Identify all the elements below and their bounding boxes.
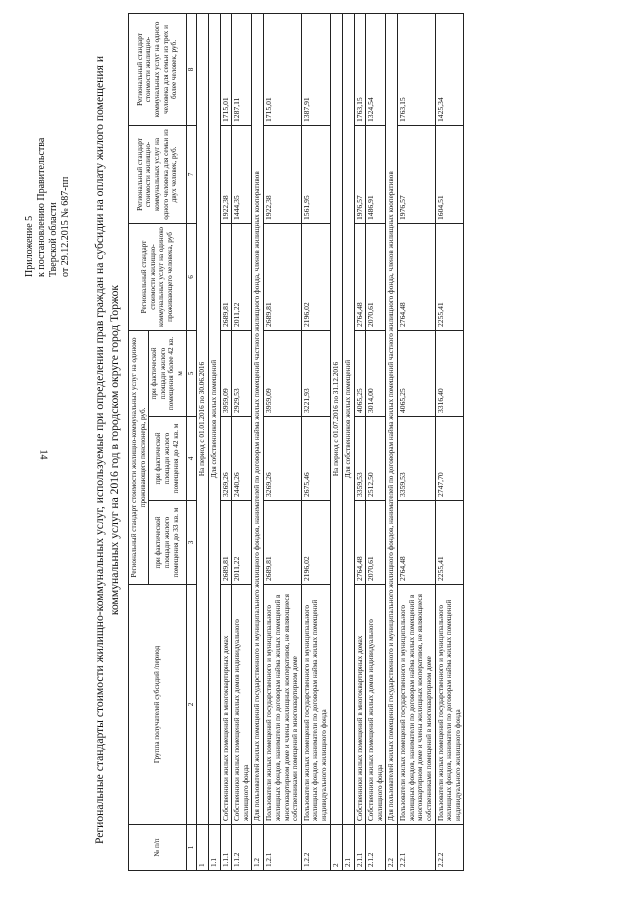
- value-cell: 3221,93: [301, 330, 330, 416]
- value-cell: 3959,09: [220, 330, 232, 416]
- header-area-33: при фактической площади жилого помещения до 33 кв. м: [149, 501, 186, 585]
- appendix-line: Приложение 5: [24, 215, 35, 277]
- row-number: 1.1.1: [220, 825, 232, 871]
- column-index-cell: 4: [186, 417, 196, 501]
- column-index-cell: 3: [186, 501, 196, 585]
- page-number: 14: [37, 449, 49, 460]
- value-cell: 1561,95: [301, 125, 330, 223]
- table-row: [366, 13, 386, 870]
- value-cell: 2196,02: [301, 501, 330, 585]
- row-number: 2.1.2: [366, 825, 386, 871]
- header-area-over-42: при фактической площади жилого помещения более 42 кв. м: [149, 330, 186, 416]
- value-cell: 2929,53: [232, 330, 252, 416]
- header-two-person: Региональный стандарт стоимости жилищно-коммунальных услуг на одного человека для семьи из двух человек, руб.: [129, 125, 187, 223]
- row-number: 1.1.2: [232, 825, 252, 871]
- value-cell: 1387,91: [301, 13, 330, 125]
- value-cell: 1976,57: [354, 125, 366, 223]
- table-row: [435, 13, 464, 870]
- column-index-cell: 1: [186, 825, 196, 871]
- value-cell: 2255,41: [435, 501, 464, 585]
- row-number: 1.1: [208, 825, 220, 871]
- section-title: На период с 01.07.2016 по 31.12.2016: [330, 13, 342, 824]
- section-row: [386, 13, 398, 870]
- row-number: 1.2: [252, 825, 264, 871]
- section-title: Для пользователей жилых помещений государственного и муниципального жилищного фондов, нанимателей по договорам найма жилых помещений частного жилищного фонда, членов жилищных кооперативов: [252, 13, 264, 824]
- row-number: 1: [196, 825, 208, 871]
- table-row: [220, 13, 232, 870]
- section-title: Для собственников жилых помещений: [342, 13, 354, 824]
- appendix-line: от 29.12.2015 № 687-пп: [60, 176, 71, 277]
- appendix-line: Тверской области: [48, 202, 59, 277]
- value-cell: 2689,81: [264, 501, 301, 585]
- value-cell: 2764,48: [398, 501, 435, 585]
- value-cell: 2689,81: [220, 223, 232, 330]
- value-cell: 2011,22: [232, 501, 252, 585]
- value-cell: 3359,53: [398, 417, 435, 501]
- value-cell: 1715,01: [220, 13, 232, 125]
- column-index-row: [186, 13, 196, 870]
- section-row: [252, 13, 264, 870]
- row-label: Собственники жилых помещений в многоквартирных домах: [220, 585, 232, 825]
- row-number: 1.2.1: [264, 825, 301, 871]
- value-cell: 3269,26: [220, 417, 232, 501]
- value-cell: 2196,02: [301, 223, 330, 330]
- column-index-cell: 5: [186, 330, 196, 416]
- header-three-plus: Региональный стандарт стоимости жилищно-коммунальных услуг на одного человека для семьи из трех и более человек, руб.: [129, 13, 187, 125]
- header-pensioner-standard: Региональный стандарт стоимости жилищно-коммунальных услуг на одиноко проживающего пенсионера, руб.: [129, 330, 149, 584]
- table-row: [264, 13, 301, 870]
- value-cell: 1287,11: [232, 13, 252, 125]
- header-group: Группа получателей субсидий /период: [129, 585, 187, 825]
- section-row: [330, 13, 342, 870]
- section-row: [342, 13, 354, 870]
- value-cell: 2764,48: [398, 223, 435, 330]
- row-label: Пользователи жилых помещений государственного и муниципального жилищных фондов, наниматели по договорам найма жилых помещений в многоквартирном доме и члены жилищных кооперативов, не являющиеся собственниками помещений в многоквартирном доме: [264, 585, 301, 825]
- row-number: 2.1: [342, 825, 354, 871]
- value-cell: 2747,70: [435, 417, 464, 501]
- value-cell: 2764,48: [354, 501, 366, 585]
- column-index-cell: 6: [186, 223, 196, 330]
- table-row: [301, 13, 330, 870]
- appendix-note: [24, 37, 72, 277]
- value-cell: 1922,38: [264, 125, 301, 223]
- value-cell: 1425,34: [435, 13, 464, 125]
- value-cell: 3959,09: [264, 330, 301, 416]
- value-cell: 1763,15: [398, 13, 435, 125]
- row-number: 2.1.1: [354, 825, 366, 871]
- value-cell: 3269,26: [264, 417, 301, 501]
- section-row: [196, 13, 208, 870]
- value-cell: 2675,46: [301, 417, 330, 501]
- value-cell: 2011,22: [232, 223, 252, 330]
- row-number: 2.2.2: [435, 825, 464, 871]
- header-area-42: при фактической площади жилого помещения до 42 кв. м: [149, 417, 186, 501]
- value-cell: 1444,35: [232, 125, 252, 223]
- value-cell: 2764,48: [354, 223, 366, 330]
- value-cell: 4065,25: [398, 330, 435, 416]
- table-body: [186, 13, 464, 870]
- row-label: Пользователи жилых помещений государственного и муниципального жилищных фондов, наниматели по договорам найма жилых помещений индивидуального жилищного фонда: [301, 585, 330, 825]
- value-cell: 1324,54: [366, 13, 386, 125]
- value-cell: 2070,61: [366, 223, 386, 330]
- value-cell: 1486,91: [366, 125, 386, 223]
- section-row: [208, 13, 220, 870]
- value-cell: 2512,50: [366, 417, 386, 501]
- row-label: Собственники жилых помещений жилых домов индивидуального жилищного фонда: [366, 585, 386, 825]
- value-cell: 4065,25: [354, 330, 366, 416]
- row-label: Собственники жилых помещений жилых домов индивидуального жилищного фонда: [232, 585, 252, 825]
- row-number: 2: [330, 825, 342, 871]
- value-cell: 2255,41: [435, 223, 464, 330]
- value-cell: 1715,01: [264, 13, 301, 125]
- title-line: Региональные стандарты стоимости жилищно-коммунальных услуг, используемые при определении прав граждан на субсидии на оплату жилого помещения и: [93, 55, 106, 845]
- table-row: [232, 13, 252, 870]
- column-index-cell: 8: [186, 13, 196, 125]
- row-number: 1.2.2: [301, 825, 330, 871]
- title-line: коммунальных услуг на 2016 год в городском округе город Торжок: [108, 284, 121, 616]
- value-cell: 2689,81: [220, 501, 232, 585]
- value-cell: 2689,81: [264, 223, 301, 330]
- value-cell: 1763,15: [354, 13, 366, 125]
- table-row: [398, 13, 435, 870]
- column-index-cell: 2: [186, 585, 196, 825]
- value-cell: 3316,40: [435, 330, 464, 416]
- standards-table: [128, 13, 464, 871]
- section-title: Для собственников жилых помещений: [208, 13, 220, 824]
- row-number: 2.2.1: [398, 825, 435, 871]
- value-cell: 1604,51: [435, 125, 464, 223]
- section-title: На период с 01.01.2016 по 30.06.2016: [196, 13, 208, 824]
- header-row: [129, 13, 149, 870]
- document-title: [92, 15, 122, 885]
- header-single-person: Региональный стандарт стоимости жилищно-коммунальных услуг на одиноко проживающего человека, руб: [129, 223, 187, 330]
- row-label: Пользователи жилых помещений государственного и муниципального жилищных фондов, наниматели по договорам найма жилых помещений в многоквартирном доме и члены жилищных кооперативов, не являющиеся собственниками помещений в многоквартирном доме: [398, 585, 435, 825]
- section-title: Для пользователей жилых помещений государственного и муниципального жилищного фондов, нанимателей по договорам найма жилых помещений частного жилищного фонда, членов жилищных кооперативов: [386, 13, 398, 824]
- value-cell: 2440,26: [232, 417, 252, 501]
- value-cell: 3359,53: [354, 417, 366, 501]
- header-num: № п/п: [129, 825, 187, 871]
- value-cell: 1922,38: [220, 125, 232, 223]
- value-cell: 3014,00: [366, 330, 386, 416]
- row-label: Пользователи жилых помещений государственного и муниципального жилищных фондов, наниматели по договорам найма жилых помещений индивидуального жилищного фонда: [435, 585, 464, 825]
- value-cell: 2070,61: [366, 501, 386, 585]
- table-row: [354, 13, 366, 870]
- column-index-cell: 7: [186, 125, 196, 223]
- value-cell: 1976,57: [398, 125, 435, 223]
- appendix-line: к постановлению Правительства: [36, 137, 47, 277]
- row-label: Собственники жилых помещений в многоквартирных домах: [354, 585, 366, 825]
- row-number: 2.2: [386, 825, 398, 871]
